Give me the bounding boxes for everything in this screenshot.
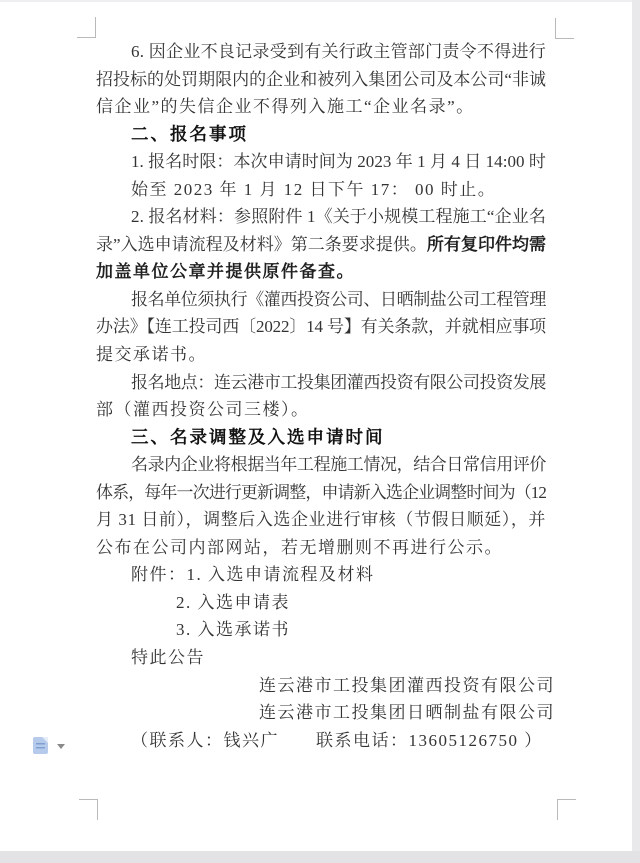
doc-line: 招投标的处罚期限内的企业和被列入集团公司及本公司“非诚 — [96, 69, 546, 89]
doc-line: 附件：1. 入选申请流程及材料 — [131, 565, 375, 585]
crop-mark-bottom-right — [557, 799, 576, 820]
paste-options-button[interactable] — [31, 735, 67, 757]
doc-line: 月 31 日前），调整后入选企业进行审核（节假日顺延），并 — [96, 510, 546, 530]
doc-line: 加盖单位公章并提供原件备查。 — [96, 262, 355, 282]
doc-line: 2. 报名材料：参照附件 1《关于小规模工程施工“企业名 — [131, 207, 546, 227]
window-top-edge — [0, 0, 640, 2]
chevron-down-icon — [57, 744, 65, 753]
crop-mark-bottom-left — [79, 799, 98, 820]
doc-line: 2. 入选申请表 — [176, 592, 290, 612]
window-bottom-edge — [0, 851, 640, 863]
doc-line: 二、报名事项 — [131, 123, 248, 144]
doc-line: 办法》【连工投司西〔2022〕14 号】有关条款，并就相应事项 — [96, 317, 546, 337]
doc-line: （联系人：钱兴广 联系电话：13605126750 ） — [131, 730, 543, 750]
crop-mark-top-right — [555, 18, 574, 39]
doc-line: 连云港市工投集团日晒制盐有限公司 — [259, 703, 555, 723]
doc-line: 连云港市工投集团灌西投资有限公司 — [259, 675, 555, 695]
document-text — [96, 38, 555, 754]
doc-line: 信企业”的失信企业不得列入施工“企业名录”。 — [96, 97, 475, 117]
doc-line: 录”入选申请流程及材料》第二条要求提供。所有复印件均需 — [96, 234, 547, 254]
paste-options-icon — [33, 737, 48, 754]
doc-line: 6. 因企业不良记录受到有关行政主管部门责令不得进行 — [131, 42, 546, 61]
doc-line: 三、名录调整及入选申请时间 — [131, 426, 385, 447]
window-right-edge — [632, 0, 640, 863]
doc-line: 公布在公司内部网站，若无增删则不再进行公示。 — [96, 537, 503, 557]
doc-line: 报名地点：连云港市工投集团灌西投资有限公司投资发展 — [131, 372, 546, 392]
doc-line: 特此公告 — [131, 648, 205, 668]
doc-line: 报名单位须执行《灌西投资公司、日晒制盐公司工程管理 — [131, 289, 546, 309]
crop-mark-top-left — [77, 17, 96, 38]
doc-line: 名录内企业将根据当年工程施工情况，结合日常信用评价 — [131, 455, 546, 475]
doc-line: 3. 入选承诺书 — [176, 620, 290, 640]
doc-line: 体系，每年一次进行更新调整，申请新入选企业调整时间为（12 — [96, 482, 546, 502]
doc-line: 1. 报名时限：本次申请时间为 2023 年 1 月 4 日 14:00 时 — [131, 152, 546, 172]
doc-line: 提交承诺书。 — [96, 345, 207, 365]
doc-line: 部（灌西投资公司三楼）。 — [96, 400, 310, 420]
doc-line: 始至 2023 年 1 月 12 日下午 17： 00 时止。 — [131, 179, 497, 199]
